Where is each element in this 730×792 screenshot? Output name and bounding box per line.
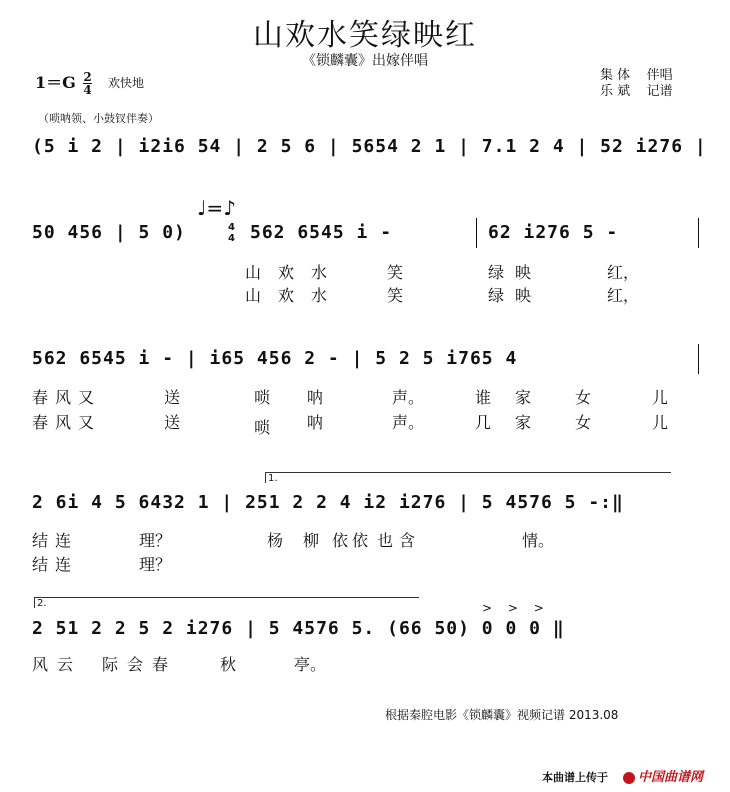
lyric: 红， <box>607 263 640 282</box>
lyric: 红， <box>607 286 640 305</box>
lyric: 唢 <box>254 418 271 437</box>
lyric: 风 <box>32 655 49 674</box>
lyric: 女 <box>575 388 592 407</box>
credit-name: 集 体 <box>600 68 631 83</box>
lyric: 会 <box>127 655 144 674</box>
lyric: 水 <box>311 263 328 282</box>
lyric: 呐 <box>307 388 324 407</box>
lyric: 声。 <box>392 413 425 432</box>
lyric: 笑 <box>387 263 404 282</box>
time-sig2-bottom: 4 <box>228 233 235 244</box>
volta-label-2: 2. <box>37 598 47 609</box>
lyric: 映 <box>515 286 532 305</box>
lyric: 山 <box>245 263 262 282</box>
lyric: 柳 <box>303 531 320 550</box>
lyric: 理？ <box>139 555 172 574</box>
credit-role: 记谱 <box>646 84 673 99</box>
score-row-4: 2 6i 4 5 6432 1 | 251 2 2 4 i2 i276 | 5 4576 5 -:‖ <box>32 492 624 513</box>
lyric: 也 <box>377 531 394 550</box>
credit-2 <box>600 80 673 99</box>
lyric: 际 <box>102 655 119 674</box>
score-row-2b: 562 6545 i - <box>250 222 393 243</box>
lyric: 情。 <box>522 531 555 550</box>
lyric: 风 <box>55 388 72 407</box>
lyric: 杨 <box>267 531 284 550</box>
lyric: 映 <box>515 263 532 282</box>
lyric: 连 <box>55 531 72 550</box>
lyric: 送 <box>164 388 181 407</box>
lyric: 呐 <box>307 413 324 432</box>
bar-line <box>698 344 699 374</box>
key-signature <box>35 70 92 96</box>
lyric: 云 <box>57 655 74 674</box>
score-row-1: (5 i 2 | i2i6 54 | 2 5 6 | 5654 2 1 | 7.1 2 4 | 52 i276 | <box>32 136 707 157</box>
lyric: 连 <box>55 555 72 574</box>
lyric: 春 <box>32 413 49 432</box>
lyric: 绿 <box>488 263 505 282</box>
tempo-marking: 欢快地 <box>108 76 145 90</box>
source-note: 根据秦腔电影《锁麟囊》视频记谱 2013.08 <box>385 708 619 722</box>
credit-role: 伴唱 <box>646 68 673 83</box>
lyric: 儿 <box>652 388 669 407</box>
volta-bracket-1 <box>265 472 671 483</box>
song-title: 山欢水笑绿映红 <box>253 18 477 53</box>
lyric: 声。 <box>392 388 425 407</box>
lyric: 笑 <box>387 286 404 305</box>
bar-line <box>698 218 699 248</box>
time-signature <box>83 71 91 96</box>
lyric: 儿 <box>652 413 669 432</box>
score-row-2c: 62 i276 5 - <box>488 222 619 243</box>
lyric: 山 <box>245 286 262 305</box>
lyric: 谁 <box>475 388 492 407</box>
lyric: 几 <box>475 413 492 432</box>
lyric: 绿 <box>488 286 505 305</box>
accent-marks: > > > <box>482 601 550 615</box>
lyric: 唢 <box>254 388 271 407</box>
lyric: 依 <box>332 531 349 550</box>
lyric: 春 <box>152 655 169 674</box>
lyric: 风 <box>55 413 72 432</box>
lyric: 又 <box>78 413 95 432</box>
lyric: 理？ <box>139 531 172 550</box>
time-sig-bottom: 4 <box>83 83 92 97</box>
lyric: 结 <box>32 555 49 574</box>
lyric: 亭。 <box>294 655 327 674</box>
score-row-5: 2 51 2 2 5 2 i276 | 5 4576 5. (66 50) 0 0 0 ‖ <box>32 618 565 639</box>
time-signature-2 <box>228 222 235 244</box>
volta-label-1: 1. <box>268 473 278 484</box>
time-sig2-top: 4 <box>228 222 235 233</box>
logo-icon <box>623 772 635 784</box>
bar-line <box>476 218 477 248</box>
lyric: 家 <box>515 388 532 407</box>
lyric: 家 <box>515 413 532 432</box>
lyric: 欢 <box>278 286 295 305</box>
logo-text: 中国曲谱网 <box>638 770 704 785</box>
lyric: 春 <box>32 388 49 407</box>
site-logo[interactable] <box>623 766 703 785</box>
lyric: 依 <box>352 531 369 550</box>
tempo-change: ♩=♪ <box>197 196 236 220</box>
time-sig-top: 2 <box>83 70 92 84</box>
lyric: 欢 <box>278 263 295 282</box>
score-row-3: 562 6545 i - | i65 456 2 - | 5 2 5 i765 4 <box>32 348 518 369</box>
volta-bracket-2 <box>34 597 419 608</box>
lyric: 女 <box>575 413 592 432</box>
lyric: 送 <box>164 413 181 432</box>
credit-name: 乐 斌 <box>600 84 631 99</box>
key-text: 1＝G <box>35 73 76 92</box>
lyric: 结 <box>32 531 49 550</box>
lyric: 又 <box>78 388 95 407</box>
upload-text: 本曲谱上传于 <box>542 771 608 784</box>
lyric: 秋 <box>220 655 237 674</box>
score-row-2a: 50 456 | 5 0) <box>32 222 186 243</box>
song-subtitle: 《锁麟囊》出嫁伴唱 <box>302 53 428 69</box>
instrument-note: （唢呐领、小鼓钗伴奏） <box>38 112 159 125</box>
lyric: 水 <box>311 286 328 305</box>
lyric: 含 <box>399 531 416 550</box>
